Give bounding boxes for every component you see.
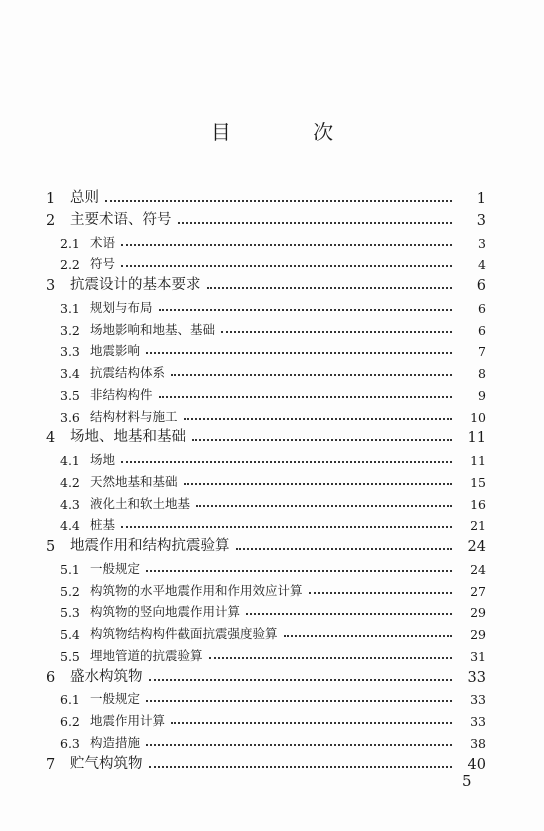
toc-entry-number: 3.1 bbox=[60, 300, 80, 316]
toc-section-entry bbox=[0, 316, 544, 338]
toc-dot-leader bbox=[184, 418, 452, 420]
toc-entry-number: 5.5 bbox=[60, 648, 80, 664]
toc-dot-leader bbox=[105, 200, 452, 202]
toc-section-entry bbox=[0, 620, 544, 642]
toc-entry-title: 场地影响和地基、基础 bbox=[90, 321, 216, 337]
toc-entry-page: 33 bbox=[467, 669, 486, 686]
toc-dot-leader bbox=[246, 613, 452, 615]
toc-entry-title: 符号 bbox=[90, 256, 116, 272]
toc-entry-page: 33 bbox=[470, 714, 486, 729]
toc-section-entry bbox=[0, 229, 544, 251]
toc-entry-page: 33 bbox=[470, 692, 486, 708]
toc-dot-leader bbox=[121, 265, 452, 267]
toc-entry-title: 抗震结构体系 bbox=[90, 365, 166, 380]
toc-section-entry bbox=[0, 707, 544, 729]
toc-section-entry bbox=[0, 250, 544, 272]
toc-entry-title: 地震影响 bbox=[90, 343, 141, 359]
toc-entry-page: 40 bbox=[467, 756, 486, 773]
toc-entry-page: 38 bbox=[470, 735, 486, 751]
toc-entry-number: 6.3 bbox=[60, 735, 80, 751]
toc-chapter-entry bbox=[0, 751, 544, 773]
toc-entry-page: 7 bbox=[478, 344, 486, 360]
toc-entry-number: 3.5 bbox=[60, 387, 80, 403]
toc-chapter-entry bbox=[0, 272, 544, 294]
toc-entry-number: 6.1 bbox=[60, 692, 80, 708]
toc-dot-leader bbox=[196, 505, 452, 507]
toc-entry-title: 构筑物的水平地震作用和作用效应计算 bbox=[90, 582, 303, 598]
toc-entry-title: 地震作用和结构抗震验算 bbox=[70, 538, 230, 554]
toc-entry-title: 盛水构筑物 bbox=[70, 668, 143, 685]
toc-dot-leader bbox=[121, 461, 452, 463]
toc-entry-title: 构筑物的竖向地震作用计算 bbox=[90, 604, 241, 620]
toc-entry-title: 场地 bbox=[90, 452, 116, 467]
toc-entry-title: 液化土和软土地基 bbox=[90, 495, 191, 511]
toc-section-entry bbox=[0, 555, 544, 577]
toc-section-entry bbox=[0, 490, 544, 512]
toc-entry-page: 11 bbox=[467, 430, 486, 447]
toc-dot-leader bbox=[207, 287, 453, 289]
toc-dot-leader bbox=[146, 700, 452, 702]
toc-section-entry bbox=[0, 294, 544, 316]
toc-entry-number: 2 bbox=[46, 212, 56, 229]
toc-dot-leader bbox=[171, 722, 452, 724]
toc-section-entry bbox=[0, 729, 544, 751]
toc-entry-title: 主要术语、符号 bbox=[70, 211, 172, 228]
toc-entry-page: 10 bbox=[470, 409, 486, 425]
toc-dot-leader bbox=[221, 331, 452, 333]
toc-entry-title: 地震作用计算 bbox=[90, 713, 166, 728]
toc-dot-leader bbox=[178, 222, 453, 224]
toc-dot-leader bbox=[192, 439, 452, 441]
toc-section-entry bbox=[0, 446, 544, 468]
toc-entry-number: 3.3 bbox=[60, 344, 80, 360]
toc-entry-number: 5.3 bbox=[60, 605, 80, 621]
toc-entry-number: 7 bbox=[46, 756, 56, 773]
toc-entry-title: 术语 bbox=[90, 234, 116, 250]
toc-entry-number: 5 bbox=[46, 539, 56, 555]
toc-entry-number: 6.2 bbox=[60, 714, 80, 729]
toc-entry-title: 规划与布局 bbox=[90, 299, 153, 315]
toc-entry-page: 9 bbox=[478, 387, 486, 403]
toc-section-entry bbox=[0, 403, 544, 425]
toc-entry-page: 21 bbox=[470, 518, 486, 534]
toc-entry-title: 桩基 bbox=[90, 517, 116, 533]
toc-entry-title: 一般规定 bbox=[90, 691, 141, 707]
toc-entry-number: 5.4 bbox=[60, 627, 80, 642]
toc-dot-leader bbox=[284, 635, 452, 637]
toc-dot-leader bbox=[159, 396, 452, 398]
toc-dot-leader bbox=[149, 766, 453, 768]
toc-entry-number: 4.2 bbox=[60, 474, 80, 490]
toc-entry-number: 3.2 bbox=[60, 322, 80, 338]
page-number: 5 bbox=[462, 772, 472, 790]
toc-dot-leader bbox=[236, 548, 453, 550]
toc-entry-number: 4.4 bbox=[60, 518, 80, 534]
toc-dot-leader bbox=[159, 309, 452, 311]
toc-entry-number: 3.4 bbox=[60, 366, 80, 381]
toc-entry-page: 16 bbox=[470, 496, 486, 512]
toc-entry-page: 11 bbox=[470, 453, 486, 468]
toc-dot-leader bbox=[146, 744, 452, 746]
toc-entry-title: 构造措施 bbox=[90, 734, 141, 750]
toc-section-entry bbox=[0, 685, 544, 707]
toc-section-entry bbox=[0, 577, 544, 599]
toc-entry-title: 贮气构筑物 bbox=[70, 755, 143, 772]
toc-entry-title: 抗震设计的基本要求 bbox=[70, 277, 201, 293]
toc-entry-title: 非结构构件 bbox=[90, 386, 153, 402]
toc-chapter-entry bbox=[0, 424, 544, 446]
toc-entry-number: 3 bbox=[46, 278, 56, 294]
page-title: 目 次 bbox=[210, 120, 372, 144]
toc-entry-page: 3 bbox=[476, 212, 486, 229]
toc-section-entry bbox=[0, 468, 544, 490]
toc-dot-leader bbox=[121, 244, 452, 246]
toc-section-entry bbox=[0, 642, 544, 664]
toc-section-entry bbox=[0, 598, 544, 620]
toc-entry-page: 3 bbox=[478, 235, 486, 251]
toc-entry-page: 29 bbox=[470, 627, 486, 642]
toc-entry-number: 4 bbox=[46, 430, 56, 447]
toc-entry-number: 4.1 bbox=[60, 453, 80, 468]
toc-dot-leader bbox=[209, 657, 452, 659]
toc-entry-title: 总则 bbox=[70, 190, 99, 206]
toc-section-entry bbox=[0, 381, 544, 403]
toc-section-entry bbox=[0, 511, 544, 533]
toc-entry-title: 一般规定 bbox=[90, 560, 141, 576]
toc-dot-leader bbox=[171, 374, 452, 376]
toc-entry-page: 15 bbox=[470, 474, 486, 490]
toc-entry-title: 埋地管道的抗震验算 bbox=[90, 647, 203, 663]
toc-chapter-entry bbox=[0, 533, 544, 555]
toc-chapter-entry bbox=[0, 207, 544, 229]
toc-dot-leader bbox=[146, 570, 452, 572]
toc-entry-number: 2.2 bbox=[60, 257, 80, 273]
toc-entry-number: 5.2 bbox=[60, 583, 80, 599]
toc-entry-number: 1 bbox=[46, 191, 56, 207]
toc-entry-page: 24 bbox=[467, 539, 486, 555]
toc-entry-page: 6 bbox=[478, 322, 486, 338]
toc-chapter-entry bbox=[0, 185, 544, 207]
toc-entry-number: 6 bbox=[46, 669, 56, 686]
toc-entry-title: 结构材料与施工 bbox=[90, 408, 178, 424]
toc-section-entry bbox=[0, 337, 544, 359]
toc-dot-leader bbox=[309, 592, 452, 594]
toc-entry-page: 29 bbox=[470, 605, 486, 621]
toc-entry-number: 5.1 bbox=[60, 561, 80, 577]
toc-entry-title: 场地、地基和基础 bbox=[70, 429, 186, 446]
toc-entry-page: 27 bbox=[470, 583, 486, 599]
toc-entry-title: 天然地基和基础 bbox=[90, 473, 178, 489]
toc-entry-number: 2.1 bbox=[60, 235, 80, 251]
toc-dot-leader bbox=[149, 679, 453, 681]
toc-entry-page: 24 bbox=[470, 561, 486, 577]
toc-entry-page: 31 bbox=[470, 648, 486, 664]
toc-entry-title: 构筑物结构构件截面抗震强度验算 bbox=[90, 626, 278, 641]
toc-entry-page: 8 bbox=[478, 366, 486, 381]
toc-entry-number: 4.3 bbox=[60, 496, 80, 512]
toc-dot-leader bbox=[184, 483, 452, 485]
toc-chapter-entry bbox=[0, 664, 544, 686]
toc-entry-number: 3.6 bbox=[60, 409, 80, 425]
toc-entry-page: 6 bbox=[478, 300, 486, 316]
toc-entry-page: 6 bbox=[476, 278, 486, 294]
toc-entry-page: 1 bbox=[476, 191, 486, 207]
toc-dot-leader bbox=[146, 352, 452, 354]
toc-dot-leader bbox=[121, 526, 452, 528]
toc-section-entry bbox=[0, 359, 544, 381]
toc-entry-page: 4 bbox=[478, 257, 486, 273]
